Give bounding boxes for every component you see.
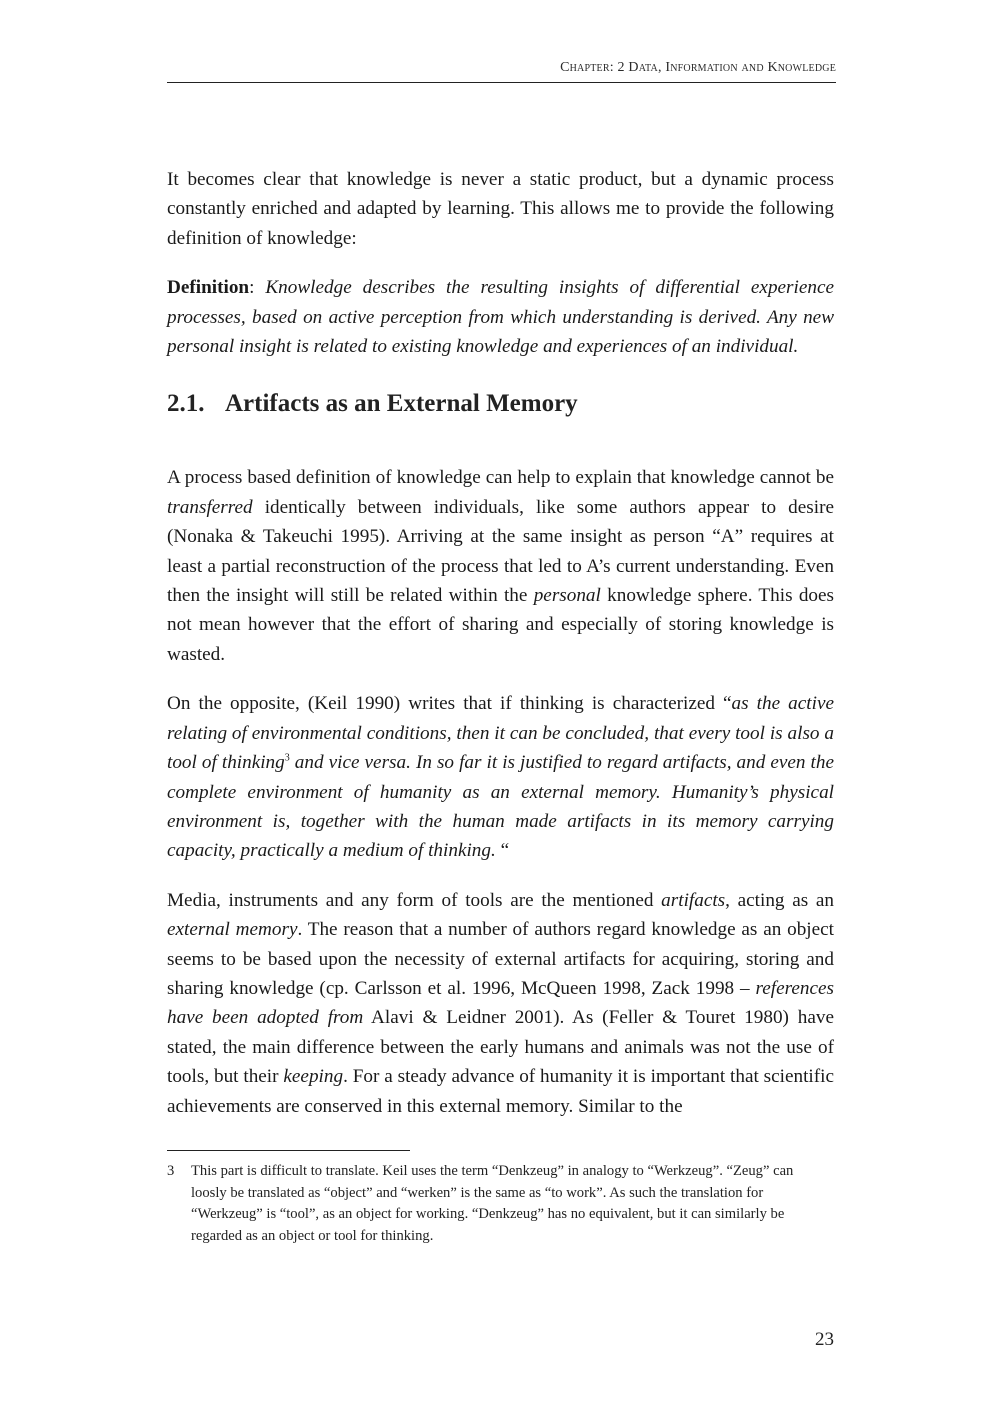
section-heading (167, 389, 834, 419)
text-run: knowledge sphere. This does not mean however that the effort of sharing and especially of storing knowledge is wasted. (167, 585, 834, 665)
emphasis-references: references have been adopted from (167, 977, 834, 1029)
main-content (167, 165, 834, 1141)
section-number: 2.1. (167, 390, 205, 418)
text-run: Alavi & Leidner 2001). As (Feller & Touret 1980) have stated, the main difference between the early humans and animals was not the use of tools, but their (167, 1007, 834, 1088)
definition-label: Definition (167, 277, 250, 299)
definition-paragraph (167, 273, 834, 361)
text-run: A process based definition of knowledge can help to explain that knowledge cannot be (167, 467, 834, 489)
paragraph-keil-quote (167, 689, 834, 865)
footnote-number: 3 (167, 1163, 175, 1179)
section-title: Artifacts as an External Memory (225, 390, 578, 418)
running-header (167, 60, 836, 83)
paragraph-process-definition (167, 463, 834, 669)
definition-text: Knowledge describes the resulting insights of differential experience processes, based on active perception from which understanding is derived. Any new personal insight is related to existing knowledge and experiences of an individual. (167, 277, 834, 358)
emphasis-external-memory: external memory (167, 919, 298, 941)
text-run: . For a steady advance of humanity it is important that scientific achievements are conserved in this external memory. Similar to the (167, 1066, 835, 1117)
page-number: 23 (815, 1329, 834, 1350)
emphasis-transferred: transferred (167, 496, 253, 518)
definition-separator: : (249, 277, 266, 299)
intro-paragraph: It becomes clear that knowledge is never a static product, but a dynamic process constantly enriched and adapted by learning. This allows me to provide the following definition of knowledge: (167, 169, 834, 249)
emphasis-artifacts: artifacts (661, 889, 726, 911)
emphasis-keeping: keeping (283, 1066, 344, 1088)
footnote-ref[interactable]: 3 (284, 752, 290, 764)
text-run: . The reason that a number of authors regard knowledge as an object seems to be based upon the necessity of external artifacts for acquiring, storing and sharing knowledge (cp. Carlsson et al. 1996, McQueen 1998, Zack 1998 – (167, 919, 834, 999)
text-run: identically between individuals, like some authors appear to desire (Nonaka & Takeuchi 1995). Arriving at the same insight as person “A” requires at least a partial reconstruction of the process that led to A’s current understanding. Even then the insight will still be related within the (167, 496, 834, 607)
running-header-text: Chapter: 2 Data, Information and Knowledge (560, 60, 836, 75)
text-run: On the opposite, (Keil 1990) writes that if thinking is characterized “ (167, 693, 732, 715)
text-run: , acting as an (725, 889, 834, 911)
footnote (167, 1161, 827, 1247)
text-run: “ (495, 840, 510, 862)
emphasis-personal: personal (533, 585, 601, 607)
quote-part-2: and vice versa. In so far it is justified to regard artifacts, and even the complete environment of humanity as an external memory. Humanity’s physical environment is, together with the human made artifacts in its memory carrying capacity, practically a medium of thinking. (167, 752, 834, 862)
paragraph-media-instruments (167, 886, 834, 1121)
footnote-divider (167, 1150, 410, 1151)
quote-part-1: as the active relating of environmental conditions, then it can be concluded, that every tool is also a tool of thinking (167, 693, 834, 774)
footnote-text: This part is difficult to translate. Keil uses the term “Denkzeug” in analogy to “Werkzeug”. “Zeug” can loosly be translated as “object” and “werken” is the same as “to work”. As such the translation for “Werkzeug” is “tool”, as an object for working. “Denkzeug” has no equivalent, but it can similarly be regarded as an object or tool for thinking. (191, 1163, 794, 1244)
text-run: Media, instruments and any form of tools are the mentioned (167, 889, 662, 911)
